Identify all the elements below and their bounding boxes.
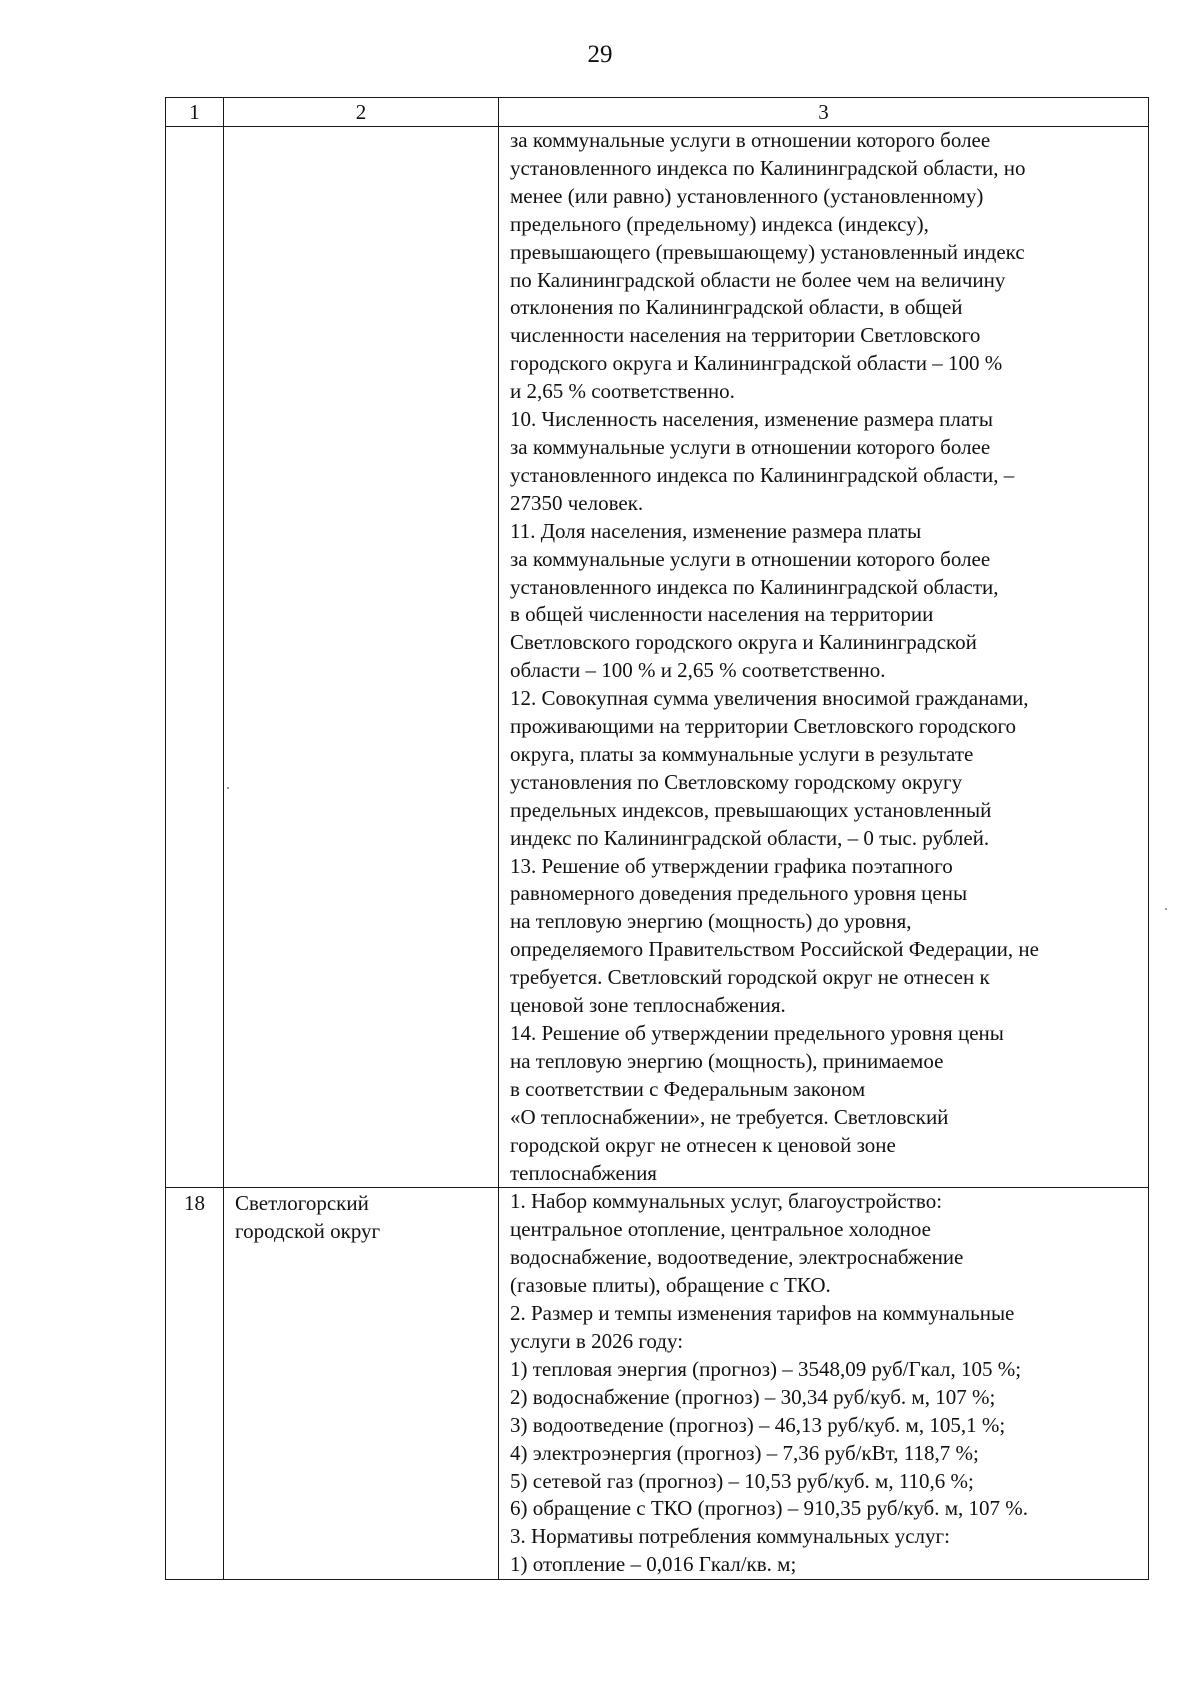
table-row — [166, 127, 1149, 1188]
text-line: ценовой зоне теплоснабжения. — [510, 993, 786, 1018]
text-line: по Калининградской области не более чем на величину — [510, 267, 1006, 292]
text-line: 14. Решение об утверждении предельного уровня цены — [510, 1021, 1004, 1045]
table-header-row — [166, 98, 1149, 127]
text-line: определяемого Правительством Российской Федерации, не — [510, 937, 1039, 962]
scan-speck — [227, 787, 229, 789]
column-header-2: 2 — [224, 98, 499, 127]
text-line: в общей численности населения на территории — [510, 602, 934, 627]
text-line: установленного индекса по Калининградской области, но — [510, 155, 1026, 180]
text-line: области – 100 % и 2,65 % соответственно. — [510, 658, 886, 683]
text-line: городского округа и Калининградской области – 100 % — [510, 351, 1003, 376]
text-line: 6) обращение с ТКО (прогноз) – 910,35 руб/куб. м, 107 %. — [510, 1496, 1029, 1521]
municipality-name — [224, 127, 499, 1188]
municipality-name — [224, 1188, 499, 1580]
text-line: водоснабжение, водоотведение, электроснабжение — [510, 1245, 964, 1270]
text-line: 13. Решение об утверждении графика поэтапного — [510, 853, 953, 878]
text-line: установленного индекса по Калининградской области, – — [510, 462, 1015, 487]
text-line: Светловского городского округа и Калининградской — [510, 630, 977, 655]
text-line: 5) сетевой газ (прогноз) – 10,53 руб/куб. м, 110,6 %; — [510, 1468, 974, 1493]
text-line: отклонения по Калининградской области, в общей — [510, 295, 963, 320]
text-line: городской округ не отнесен к ценовой зоне — [510, 1132, 896, 1157]
text-line: теплоснабжения — [510, 1160, 657, 1185]
text-line: равномерного доведения предельного уровня цены — [510, 881, 968, 906]
text-line: 2) водоснабжение (прогноз) – 30,34 руб/куб. м, 107 %; — [510, 1384, 996, 1409]
text-line: за коммунальные услуги в отношении которого более — [510, 434, 991, 459]
text-line: 1) отопление – 0,016 Гкал/кв. м; — [510, 1552, 797, 1577]
text-line: установленного индекса по Калининградской области, — [510, 574, 999, 599]
text-line: 27350 человек. — [510, 490, 644, 515]
text-line: предельных индексов, превышающих установленный — [510, 797, 992, 822]
text-line: 3) водоотведение (прогноз) – 46,13 руб/куб. м, 105,1 %; — [510, 1412, 1006, 1437]
text-line: индекс по Калининградской области, – 0 тыс. рублей. — [510, 825, 990, 850]
text-line: 4) электроэнергия (прогноз) – 7,36 руб/кВт, 118,7 %; — [510, 1440, 979, 1465]
text-line: за коммунальные услуги в отношении которого более — [510, 546, 991, 571]
text-line: 11. Доля населения, изменение размера платы — [510, 518, 922, 543]
text-line: «О теплоснабжении», не требуется. Светловский — [510, 1104, 949, 1129]
text-line: центральное отопление, центральное холодное — [510, 1217, 931, 1242]
document-table — [165, 97, 1149, 1580]
text-line: 10. Численность населения, изменение размера платы — [510, 407, 993, 432]
text-line: проживающими на территории Светловского городского — [510, 714, 1017, 739]
row-description — [499, 127, 1149, 1188]
text-line: за коммунальные услуги в отношении которого более — [510, 128, 991, 152]
text-line: 12. Совокупная сумма увеличения вносимой гражданами, — [510, 686, 1029, 711]
text-line: численности населения на территории Светловского — [510, 323, 981, 348]
text-line: и 2,65 % соответственно. — [510, 379, 735, 404]
text-line: на тепловую энергию (мощность), принимаемое — [510, 1048, 944, 1073]
text-line: услуги в 2026 году: — [510, 1328, 684, 1353]
text-line: в соответствии с Федеральным законом — [510, 1076, 866, 1101]
text-line: округа, платы за коммунальные услуги в результате — [510, 741, 974, 766]
text-line: превышающего (превышающему) установленный индекс — [510, 239, 1025, 264]
text-line: установления по Светловскому городскому округу — [510, 769, 963, 794]
text-line: предельного (предельному) индекса (индексу), — [510, 211, 929, 236]
column-header-3: 3 — [499, 98, 1149, 127]
page-number: 29 — [587, 41, 613, 68]
text-line: требуется. Светловский городской округ не отнесен к — [510, 965, 990, 990]
text-line: на тепловую энергию (мощность) до уровня, — [510, 909, 912, 934]
scan-speck — [1165, 908, 1167, 910]
text-line: 1. Набор коммунальных услуг, благоустройство: — [510, 1189, 943, 1214]
text-line: (газовые плиты), обращение с ТКО. — [510, 1273, 831, 1298]
text-line: 3. Нормативы потребления коммунальных услуг: — [510, 1524, 950, 1549]
text-line: 2. Размер и темпы изменения тарифов на коммунальные — [510, 1301, 1015, 1326]
row-number: 18 — [166, 1188, 224, 1580]
text-line: менее (или равно) установленного (установленному) — [510, 183, 984, 208]
table-row — [166, 1188, 1149, 1580]
name-line: Светлогорский — [235, 1191, 369, 1216]
column-header-1: 1 — [166, 98, 224, 127]
row-description — [499, 1188, 1149, 1580]
row-number — [166, 127, 224, 1188]
text-line: 1) тепловая энергия (прогноз) – 3548,09 руб/Гкал, 105 %; — [510, 1356, 1022, 1381]
name-line: городской округ — [235, 1219, 381, 1244]
